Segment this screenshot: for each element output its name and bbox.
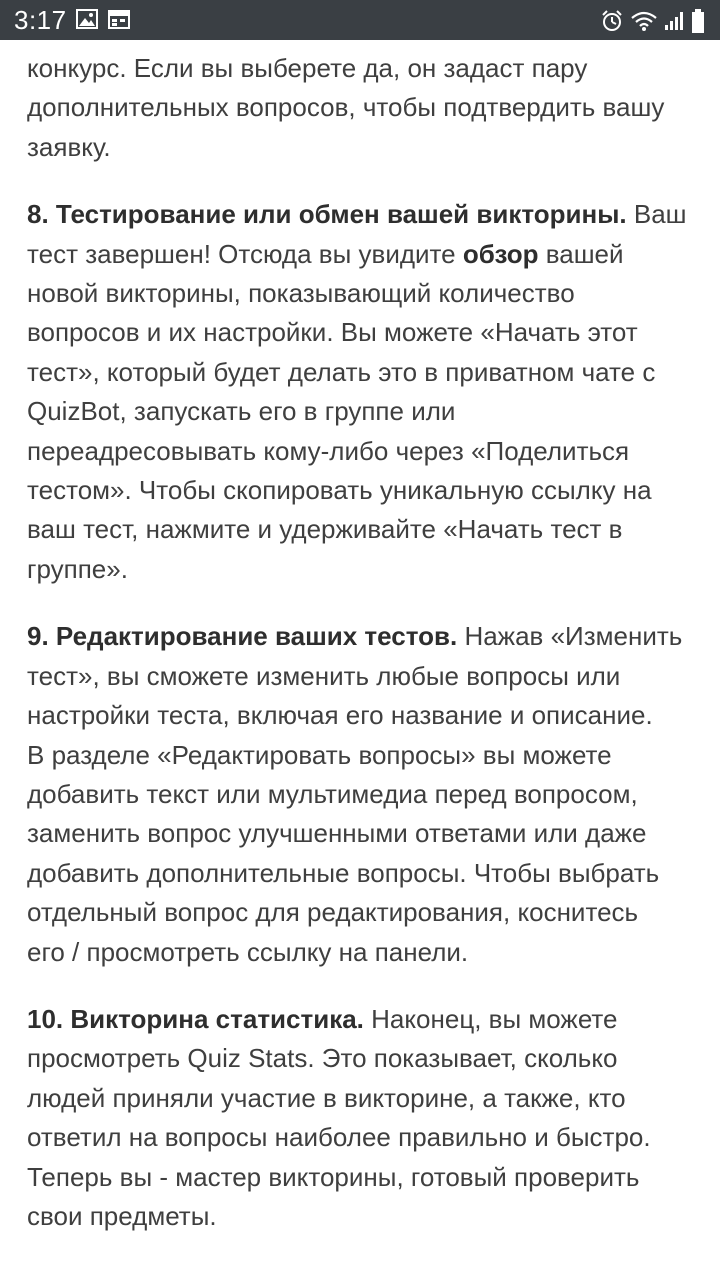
- text-line: вашей: [538, 238, 624, 269]
- text-line: дополнительных вопросов, чтобы подтвердить вашу: [27, 92, 665, 123]
- system-icons: [600, 8, 706, 34]
- text-line: людей приняли участие в викторине, а также, кто: [27, 1082, 626, 1113]
- notification-icons: [76, 9, 130, 29]
- text-line: группе».: [27, 553, 128, 584]
- status-bar: [0, 0, 720, 40]
- image-icon: [76, 9, 98, 29]
- text-line: Наконец, вы можете: [363, 1003, 618, 1034]
- text-line: тест», вы сможете изменить любые вопросы или: [27, 660, 621, 691]
- wifi-icon: [630, 10, 658, 32]
- bold-term: обзор: [462, 238, 539, 269]
- text-line: просмотреть Quiz Stats. Это показывает, сколько: [27, 1043, 618, 1074]
- text-line: добавить текст или мультимедиа перед вопросом,: [27, 778, 638, 809]
- text-line: Теперь вы - мастер викторины, готовый проверить: [27, 1161, 640, 1192]
- paragraph-7-tail: [27, 49, 699, 167]
- text-line: ваш тест, нажмите и удерживайте «Начать тест в: [27, 514, 623, 545]
- text-line: переадресовывать кому-либо через «Поделиться: [27, 435, 630, 466]
- text-line: В разделе «Редактировать вопросы» вы можете: [27, 739, 612, 770]
- paragraph-9: [27, 617, 699, 972]
- step-heading: 8. Тестирование или обмен вашей викторины.: [27, 199, 627, 230]
- text-line: тест завершен! Отсюда вы увидите: [27, 238, 463, 269]
- text-line: Ваш: [626, 199, 687, 230]
- text-line: конкурс. Если вы выберете да, он задаст пару: [27, 53, 588, 83]
- text-line: отдельный вопрос для редактирования, коснитесь: [27, 897, 639, 928]
- status-time: 3:17: [14, 5, 67, 35]
- text-line: заменить вопрос улучшенными ответами или даже: [27, 818, 647, 849]
- text-line: Нажав «Изменить: [457, 621, 683, 652]
- text-line: QuizBot, запускать его в группе или: [27, 396, 456, 427]
- battery-icon: [690, 8, 706, 34]
- text-line: вопросов и их настройки. Вы можете «Начать этот: [27, 317, 638, 348]
- text-line: ответил на вопросы наиболее правильно и быстро.: [27, 1122, 651, 1153]
- article-body: [27, 40, 699, 1264]
- paragraph-10: [27, 1000, 699, 1236]
- text-line: его / просмотреть ссылку на панели.: [27, 936, 469, 967]
- alarm-icon: [600, 9, 624, 33]
- calendar-icon: [108, 9, 130, 29]
- text-line: свои предметы.: [27, 1200, 217, 1231]
- text-line: добавить дополнительные вопросы. Чтобы выбрать: [27, 857, 660, 888]
- signal-icon: [664, 11, 684, 31]
- paragraph-8: [27, 195, 699, 589]
- text-line: заявку.: [27, 131, 111, 162]
- text-line: тестом». Чтобы скопировать уникальную ссылку на: [27, 475, 652, 506]
- step-heading: 9. Редактирование ваших тестов.: [27, 621, 458, 652]
- text-line: тест», который будет делать это в приватном чате с: [27, 356, 656, 387]
- text-line: настройки теста, включая его название и описание.: [27, 700, 653, 731]
- text-line: новой викторины, показывающий количество: [27, 278, 575, 309]
- step-heading: 10. Викторина статистика.: [27, 1003, 364, 1034]
